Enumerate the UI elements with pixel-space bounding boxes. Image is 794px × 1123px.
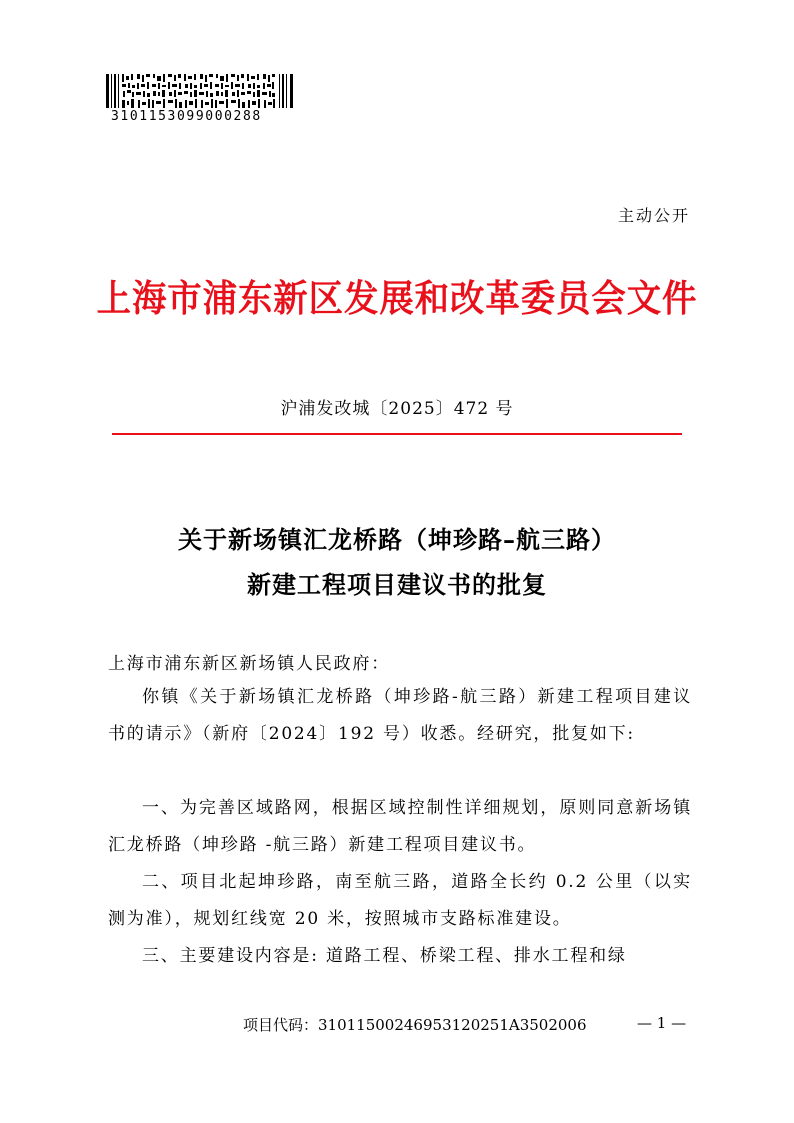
red-divider [112,433,682,435]
document-title-line-1: 关于新场镇汇龙桥路（坤珍路–航三路） [178,525,616,554]
page-number: — 1 — [637,1014,687,1032]
disclosure-label: 主动公开 [617,206,690,225]
body-paragraph-4: 三、主要建设内容是: 道路工程、桥梁工程、排水工程和绿 [142,946,627,966]
barcode-image [106,74,294,108]
barcode-number: 3101153099000288 [111,109,262,124]
issuing-organization-title: 上海市浦东新区发展和改革委员会文件 [96,276,698,320]
body-paragraph-3: 二、项目北起坤珍路，南至航三路，道路全长约 0.2 公里（以实测为准），规划红线宽 20 米，按照城市支路标准建设。 [108,872,692,929]
document-title-line-2: 新建工程项目建议书的批复 [247,570,547,599]
body-paragraph-1: 你镇《关于新场镇汇龙桥路（坤珍路-航三路）新建工程项目建议书的请示》（新府〔2024〕192 号）收悉。经研究，批复如下: [108,687,692,744]
project-code: 项目代码：31011500246953120251A3502006 [243,1016,587,1034]
salutation: 上海市浦东新区新场镇人民政府： [108,654,390,674]
document-number: 沪浦发改城〔2025〕472 号 [280,399,514,419]
body-paragraph-2: 一、为完善区域路网，根据区域控制性详细规划，原则同意新场镇汇龙桥路（坤珍路 -航三路）新建工程项目建议书。 [108,798,692,855]
